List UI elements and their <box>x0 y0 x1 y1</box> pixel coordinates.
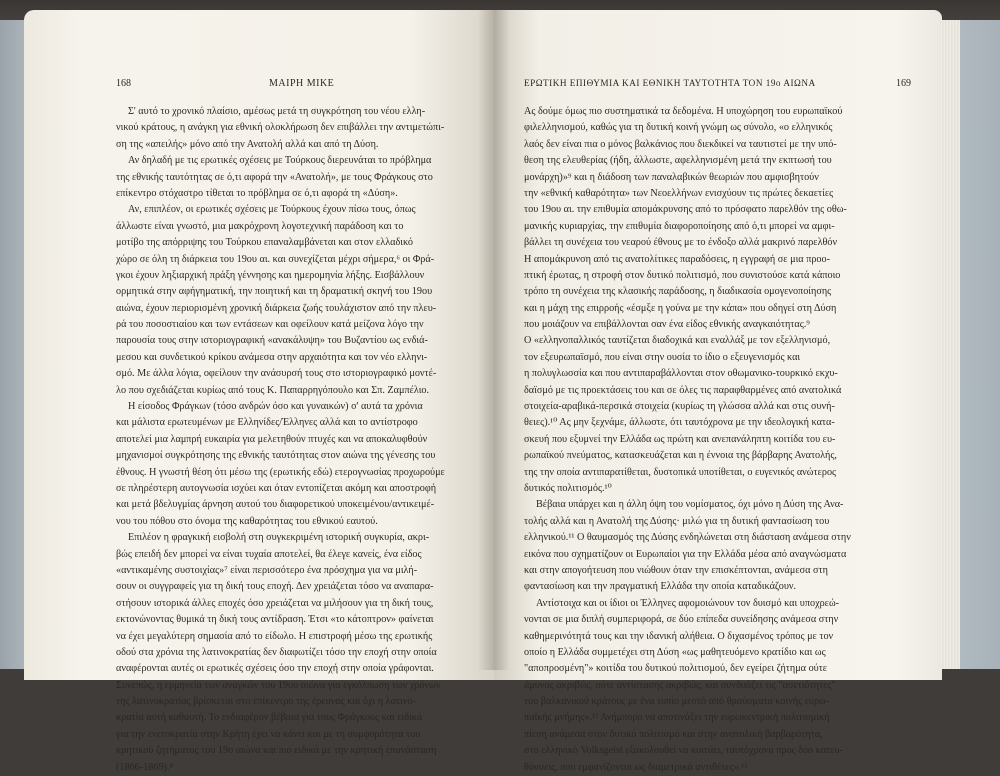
text-line: Ο «ελληνοπαλλικός ταυτίζεται διαδοχικά και εναλλάξ με τον εξελληνισμό, <box>524 335 831 347</box>
text-line: νου του πόθου στο όνομα της καθαρότητας του εθνικού εαυτού. <box>116 515 378 527</box>
text-line: Η απομάκρυνση από τις ανατολίτικες παραδόσεις, η εγγραφή σε μια προο- <box>524 253 831 265</box>
text-line: ελληνικού.¹¹ Ο θαυμασμός της Δύσης ενδηλώνεται στη διάσταση ανάμεσα στην <box>524 532 851 544</box>
text-line: "αποπροσμένη"» κοιτίδα του δυτικού πολιτισμού, δεν εγείρει ζήτημα ούτε <box>524 663 828 675</box>
text-line: «αντικαμένης συστοιχίας»⁷ είναι περισσότερο ένα πρόσχημα για να μιλή- <box>116 564 418 576</box>
text-line: Αν δηλαδή με τις ερωτικές σχέσεις με Τούρκους διερευνάται το πρόβλημα <box>128 155 432 167</box>
text-line: γκοι έχουν ληξιαρχική πράξη γέννησης και ημερομηνία λήξης. Εισβάλλουν <box>116 269 425 281</box>
text-line: μεσου και συνδετικού κρίκου ανάμεσα στην αρχαιότητα και τον νέο ελληνι- <box>116 351 428 363</box>
text-line: νικού κράτους, η ανάγκη για εθνική ολοκλήρωση δεν επιβάλλει την αντιμετώπι- <box>116 122 445 134</box>
text-line: η πολυγλωσσία και που αντιπαραβάλλονται στον οθωμανικο-τουρκικό εκχυ- <box>524 368 838 380</box>
text-line: Συνεπώς, η ερμηνεία των αναγκών του 19ου αιώνα για εγκόλπωση των χρόνων <box>116 679 441 691</box>
text-line: ρά του ποσοστιαίου και των εντάσεων και οφείλουν κατά μείζονα λόγο την <box>116 319 424 331</box>
text-line: θεση της ελευθερίας (ήδη, άλλωστε, αφελληνισμένη μετά την εκπτωσή του <box>524 155 832 167</box>
text-line: σμό. Με άλλα λόγια, οφείλουν την ανάσυρσή τους στο ιστοριογραφικό μοντέ- <box>116 368 437 380</box>
right-page-number: 169 <box>896 78 911 89</box>
text-line: έθνους. Η γνωστή θέση ότι μέσω της (ερωτικής εδώ) ετερογνωσίας προχωρούμε <box>116 466 445 478</box>
left-running-head: ΜΑΙΡΗ ΜΙΚΕ <box>269 78 335 89</box>
text-line: Βέβαια υπάρχει και η άλλη όψη του νομίσματος, όχι μόνο η Δύση της Ανα- <box>536 499 844 511</box>
text-line: και η μάχη της επιρροής «έσμξε η γούνα με την κάπα» που οδηγεί στη Δύση <box>524 302 837 314</box>
text-line: σκευή που εξυμνεί την Ελλάδα ως πρώτη και ανεπανάληπτη κοιτίδα του ευ- <box>524 433 836 445</box>
text-line: μηχανισμοί συγκρότησης της εθνικής ταυτότητας στον αιώνα της γένεσης του <box>116 450 436 462</box>
right-page <box>494 10 942 773</box>
text-line: δαϊσμό με τις προεκτάσεις του και σε όλες τις παραφθαρμένες από ανατολικά <box>524 384 842 396</box>
text-line: στήσουν ιστορικά άλλες εποχές όσο χρειάζεται να μιλήσουν για τη δική τους, <box>116 597 434 609</box>
right-body-text <box>524 104 914 776</box>
text-line: μανικής κυριαρχίας, την επιθυμία διαφοροποίησης από ό,τι μπορεί να αμφι- <box>524 220 835 232</box>
text-line: βάλλει τη συνέχεια του νεαρού έθνους με το ένδοξο αλλά μακρινό παρελθόν <box>524 237 838 249</box>
text-line: της λατινοκρατίας βρίσκεται στο επίκεντρο της έρευνας και όχι η λατινο- <box>116 696 416 708</box>
text-line: πίεση ανάμεσα στον δυτικό πολιτισμό και στην ανατολική βαρβαρότητα, <box>524 728 823 740</box>
text-line: μοτίβο της απόρριψης του Τούρκου επαναλαμβάνεται και στον ελλαδικό <box>116 237 414 249</box>
text-line: αιώνα, έχουν περιορισμένη χρονική διάρκεια ζωής τουλάχιστον από την πλευ- <box>116 302 437 314</box>
left-page <box>24 10 494 773</box>
text-line: φαντασίωση και την πραγματική Ελλάδα την οποία καταδικάζουν. <box>524 581 797 593</box>
text-line: και στην απογοήτευση που νιώθουν όταν την επισκέπτονται, ανάμεσα στη <box>524 564 828 576</box>
left-body-text <box>116 104 482 776</box>
text-line: κρητικού ζητήματος του 19ο αιώνα και πιο ειδικά με την κρητική επανάσταση <box>116 745 437 757</box>
text-line: Αν, επιπλέον, οι ερωτικές σχέσεις με Τούρκους έχουν πίσω τους, όπως <box>128 204 416 216</box>
text-line: την «εθνική καθαρότητα» των Νεοελλήνων ενισχύουν τις πρώτες δεκαετίες <box>524 187 834 199</box>
text-line: λαός δεν είναι πια ο μόνος βαλκάνιος που διεκδικεί να ταυτιστεί με την υπό- <box>524 138 837 150</box>
text-line: και μετά βδελυγμίας άρνηση αυτού του διαφορετικού υποκειμένου/αντικειμέ- <box>116 499 435 511</box>
text-line: κρατία αυτή καθαυτή. Το ενδιαφέρον βέβαια για τους Φράγκους και ειδικά <box>116 712 423 724</box>
text-line: αποτελεί μια λαμπρή ευκαιρία για μελετηθούν πτυχές και να αποκαλυφθούν <box>116 433 428 445</box>
text-line: ση της «απειλής» μόνο από την Ανατολή αλλά και από τη Δύση. <box>116 138 379 150</box>
text-line: Αντίστοιχα και οι ίδιοι οι Έλληνες αφομοιώνουν τον δυισμό και υποχρεώ- <box>536 597 840 609</box>
text-line: και μάλιστα ερωτευμένων με Ελληνίδες/Έλληνες αλλά και το αντίστροφο <box>116 417 418 429</box>
text-line: άλλωστε είναι γνωστό, μια μακρόχρονη λογοτεχνική παράδοση και το <box>116 220 404 232</box>
text-line: θειες).¹⁰ Ας μην ξεχνάμε, άλλωστε, ότι ταυτόχρονα με την ιδεολογική κατα- <box>524 417 835 429</box>
text-line: οποίο η Ελλάδα συμμετέχει στη Δύση «ως μαθητευόμενο κρατίδιο και ως <box>524 646 826 658</box>
text-line: στοιχεία-αραβικά-περσικά στοιχεία (κυρίως τη γλώσσα αλλά και στις συνή- <box>524 401 835 413</box>
text-line: παϊκής μνήμης».¹² Ανήμπορο να αποτινάξει την ευρωκεντρική πολιτισμική <box>524 712 830 724</box>
text-line: χώρο σε όλη τη διάρκεια του 19ου αι. και συνεχίζεται μέχρι σήμερα,⁶ οι Φρά- <box>116 253 435 265</box>
text-line: καθημερινότητά τους και την ιδανική αλήθεια. Ο διχασμένος τρόπος με τον <box>524 630 834 642</box>
text-line: πτική έρωτας, η στροφή στον δυτικό πολιτισμό, που συνιστούσε κατά κάποιο <box>524 269 841 281</box>
text-line: Η είσοδος Φράγκων (τόσο ανδρών όσο και γυναικών) σ' αυτά τα χρόνια <box>128 401 423 413</box>
text-line: οδού στα χρόνια της λατινοκρατίας δεν διαφωτίζει τόσο την εποχή στην οποία <box>116 646 437 658</box>
text-line: που μοιάζουν να επιβάλλονται σαν ένα είδος εθνικής αναγκαιότητας.⁹ <box>524 319 810 331</box>
text-line: του 19ου αι. την επιθυμία απομάκρυνσης από το πρόσφατο παρελθόν της οθω- <box>524 204 847 216</box>
text-line: επίκεντρο στόχαστρο τίθεται το πρόβλημα σε ό,τι αφορά τη «Δύση». <box>116 187 398 199</box>
text-line: τον εξευρωπαϊσμό, που είναι στην ουσία το ίδιο ο εξευγενισμός και <box>524 351 801 363</box>
text-line: σε πληρέστερη αυτογνωσία ισχύει και όταν εντοπίζεται ακόμη και αποστροφή <box>116 482 437 494</box>
text-line: στο ελληνικό Volksgeist εξακολουθεί να κοιτάει, ταυτόχρονα προς δύο κατευ- <box>524 745 843 757</box>
text-line: εκτονώνοντας θυμικά τη δική τους αντίδραση. Έτσι «το κάτοπτρον» φαίνεται <box>116 614 434 626</box>
text-line: της την οποία αντιπαρατίθεται, δυστοπικά υποτίθεται, ο ευγενικός ανώτερος <box>524 466 837 478</box>
text-line: βώς επειδή δεν μπορεί να είναι τυχαία αποτελεί, θα έλεγε κανείς, ένα είδος <box>116 548 422 560</box>
text-line: θύνσεις, που εμφανίζονται ως διαμετρικά αντιθέτες».¹³ <box>524 761 748 773</box>
text-line: του βαλκανικού κράτους με ένα τοπίο μεστό από θραύσματα κοινής ευρω- <box>524 696 830 708</box>
left-page-number: 168 <box>116 78 131 89</box>
text-line: άμυνας ακριβώς, ούτε αντίστασης ακριβώς, και συνδυάζει τις "ασετιότητες" <box>524 679 836 691</box>
text-line: Ας δούμε όμως πιο συστηματικά τα δεδομένα. Η υποχώρηση του ευρωπαϊκού <box>524 106 843 117</box>
text-line: τρόπο τη συνέχεια της κλασικής παράδοσης, η διαδικασία ομογενοποίησης <box>524 286 832 298</box>
text-line: νονται σε μια διπλή συμπεριφορά, σε δύο επίπεδα συνείδησης ανάμεσα στην <box>524 614 839 626</box>
text-line: (1866-1869).⁸ <box>116 761 174 773</box>
text-line: δυτικός πολιτισμός.¹⁰ <box>524 482 612 494</box>
text-line: ορμητικά στην αφήγηματική, την ποιητική και τη δραματική σκηνή του 19ου <box>116 286 433 298</box>
text-line: τολής αλλά και η Ανατολή της Δύσης· μιλώ για τη δυτική φαντασίωση του <box>524 515 830 527</box>
text-line: μονάρχη)»⁹ και η διάδοση των παναλαβικών θεωριών που αμφισβητούν <box>524 171 819 183</box>
text-line: παρουσία τους στην ιστοριογραφική «ανακάλυψη» του Βυζαντίου ως ενδιά- <box>116 335 428 347</box>
text-line: λο που σχεδιάζεται κυρίως από τους Κ. Παπαρρηγόπουλο και Σπ. Ζαμπέλιο. <box>116 384 430 396</box>
text-line: εικόνα που σχηματίζουν οι Ευρωπαίοι για την Ελλάδα μέσα από αναγνώσματα <box>524 548 847 560</box>
text-line: Σ' αυτό το χρονικό πλαίσιο, αμέσως μετά τη συγκρότηση του νέου ελλη- <box>128 106 426 117</box>
text-line: για την ενετοκρατία στην Κρήτη έχει να κάνει και με τη συμφορότητα του <box>116 728 421 740</box>
right-running-head: ΕΡΩΤΙΚΗ ΕΠΙΘΥΜΙΑ ΚΑΙ ΕΘΝΙΚΗ ΤΑΥΤΟΤΗΤΑ ΤΟΝ 19ο ΑΙΩΝΑ <box>524 78 816 88</box>
text-line: Επιλέον η φραγκική εισβολή στη συγκεκριμένη ιστορική συγκυρία, ακρι- <box>128 532 430 544</box>
text-line: να έχει μεγαλύτερη σημασία από το είδωλο. Η επιστροφή μέσω της ερωτικής <box>116 630 433 642</box>
text-line: φιλελληνισμού, καθώς για τη δυτική κοινή γνώμη ως σύνολο, «ο ελληνικός <box>524 122 833 134</box>
book-spine <box>478 10 510 670</box>
text-line: της εθνικής ταυτότητας σε ό,τι αφορά την «Ανατολή», με τους Φράγκους στο <box>116 171 433 183</box>
text-line: ρωπαϊκού πνεύματος, κατασκευάζεται και η έννοια της βάρβαρης Ανατολής, <box>524 450 837 462</box>
text-line: σουν οι συγγραφείς για τη δική τους εποχή. Δεν χρειάζεται τόσο να αναπαρα- <box>116 581 434 593</box>
text-line: αναφέρονται αυτές οι ερωτικές σχέσεις όσο την εποχή στην οποία γράφονται. <box>116 663 434 675</box>
page-edges <box>940 20 960 669</box>
